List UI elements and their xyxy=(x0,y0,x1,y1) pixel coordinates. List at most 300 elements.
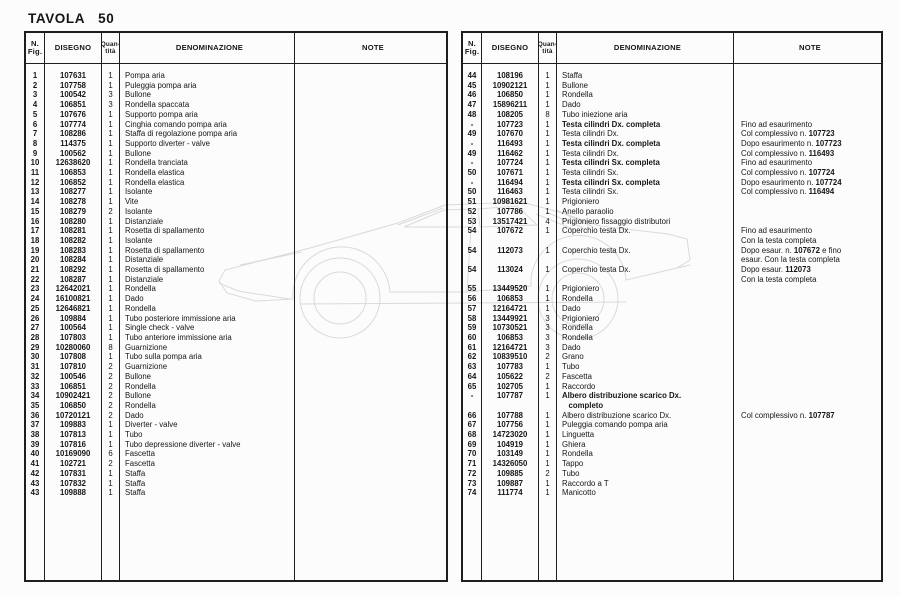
cell-denom: Diverter - valve xyxy=(120,420,295,430)
cell-fig: 44 xyxy=(463,71,482,81)
spacer-cell-denom xyxy=(557,64,734,71)
cell-fig: 57 xyxy=(463,304,482,314)
table-row xyxy=(26,459,446,469)
cell-fig: 49 xyxy=(463,149,482,159)
table-row xyxy=(26,217,446,227)
cell-note xyxy=(734,333,881,343)
cell-fig: 69 xyxy=(463,440,482,450)
cell-note xyxy=(734,71,881,81)
cell-fig: - xyxy=(463,120,482,130)
cell-qty: 1 xyxy=(102,246,120,256)
cell-note xyxy=(295,120,446,130)
cell-note xyxy=(295,90,446,100)
cell-qty: 1 xyxy=(102,284,120,294)
cell-denom: Isolante xyxy=(120,207,295,217)
table-row xyxy=(463,168,881,178)
cell-qty: 1 xyxy=(102,129,120,139)
cell-denom: Fascetta xyxy=(120,449,295,459)
cell-qty: 1 xyxy=(102,420,120,430)
cell-denom: Puleggia pompa aria xyxy=(120,81,295,91)
table-row xyxy=(463,226,881,245)
page-title xyxy=(28,11,114,26)
cell-qty: 2 xyxy=(102,459,120,469)
cell-fig: 62 xyxy=(463,352,482,362)
filler-cell-denom xyxy=(120,498,295,580)
column-header-denom: DENOMINAZIONE xyxy=(557,33,734,63)
cell-fig: 21 xyxy=(26,265,45,275)
cell-fig: 30 xyxy=(26,352,45,362)
table-row xyxy=(26,64,446,71)
cell-denom: Anello paraolio xyxy=(557,207,734,217)
cell-denom: Dado xyxy=(557,304,734,314)
cell-fig: 12 xyxy=(26,178,45,188)
cell-disegno: 109887 xyxy=(482,479,539,489)
cell-note xyxy=(295,81,446,91)
table-row xyxy=(463,284,881,294)
cell-disegno: 107724 xyxy=(482,158,539,168)
cell-qty: 2 xyxy=(102,362,120,372)
cell-qty: 1 xyxy=(102,275,120,285)
cell-denom: Testa cilindri Dx. completa xyxy=(557,120,734,130)
table-row xyxy=(26,362,446,372)
cell-disegno: 116463 xyxy=(482,187,539,197)
cell-denom: Puleggia comando pompa aria xyxy=(557,420,734,430)
cell-disegno: 107783 xyxy=(482,362,539,372)
filler-cell-fig xyxy=(26,498,45,580)
cell-fig: - xyxy=(463,391,482,410)
cell-note xyxy=(295,420,446,430)
cell-note xyxy=(734,90,881,100)
table-header-row xyxy=(463,33,881,64)
cell-fig: 42 xyxy=(26,469,45,479)
cell-qty: 2 xyxy=(539,469,557,479)
cell-denom: Dado xyxy=(557,343,734,353)
cell-disegno: 107670 xyxy=(482,129,539,139)
cell-note xyxy=(295,391,446,401)
cell-qty: 1 xyxy=(102,110,120,120)
cell-qty: 1 xyxy=(539,129,557,139)
cell-disegno: 113024 xyxy=(482,265,539,284)
cell-disegno: 10902421 xyxy=(45,391,102,401)
cell-fig: 19 xyxy=(26,246,45,256)
cell-qty: 1 xyxy=(102,314,120,324)
cell-disegno: 105622 xyxy=(482,372,539,382)
parts-table-right xyxy=(461,31,883,582)
filler-cell-qty xyxy=(102,498,120,580)
cell-fig: 20 xyxy=(26,255,45,265)
cell-fig: 39 xyxy=(26,440,45,450)
cell-fig: 63 xyxy=(463,362,482,372)
cell-note xyxy=(734,391,881,410)
cell-disegno: 109883 xyxy=(45,420,102,430)
cell-disegno: 107774 xyxy=(45,120,102,130)
cell-note xyxy=(734,323,881,333)
cell-denom: Rondella xyxy=(557,333,734,343)
cell-note xyxy=(734,488,881,498)
table-row xyxy=(463,64,881,71)
cell-disegno: 107832 xyxy=(45,479,102,489)
cell-disegno: 106850 xyxy=(482,90,539,100)
table-row xyxy=(463,120,881,130)
cell-disegno: 114375 xyxy=(45,139,102,149)
cell-qty: 1 xyxy=(102,226,120,236)
cell-disegno: 106853 xyxy=(45,168,102,178)
cell-disegno: 10902121 xyxy=(482,81,539,91)
cell-denom: Tubo posteriore immissione aria xyxy=(120,314,295,324)
cell-denom: Testa cilindri Sx. completa xyxy=(557,158,734,168)
table-row xyxy=(463,352,881,362)
cell-denom: Staffa xyxy=(120,479,295,489)
cell-note xyxy=(295,343,446,353)
table-row xyxy=(463,246,881,265)
table-row xyxy=(463,187,881,197)
cell-note: Dopo esaur. n. 107672 e fino esaur. Con la testa completa xyxy=(741,245,842,265)
cell-disegno: 100562 xyxy=(45,149,102,159)
cell-disegno: 106853 xyxy=(482,294,539,304)
cell-disegno: 104919 xyxy=(482,440,539,450)
cell-fig: 73 xyxy=(463,479,482,489)
cell-note xyxy=(734,449,881,459)
cell-disegno: 116462 xyxy=(482,149,539,159)
cell-denom: Rondella xyxy=(120,401,295,411)
cell-fig: 2 xyxy=(26,81,45,91)
cell-qty: 2 xyxy=(102,207,120,217)
cell-disegno: 10720121 xyxy=(45,411,102,421)
cell-denom: Ghiera xyxy=(557,440,734,450)
cell-fig: 55 xyxy=(463,284,482,294)
cell-fig: 32 xyxy=(26,372,45,382)
cell-fig: 50 xyxy=(463,168,482,178)
table-row xyxy=(463,333,881,343)
cell-note xyxy=(734,372,881,382)
table-row xyxy=(463,469,881,479)
column-header-note: NOTE xyxy=(362,42,384,52)
cell-fig: 6 xyxy=(26,120,45,130)
cell-denom: Tubo anteriore immissione aria xyxy=(120,333,295,343)
cell-note xyxy=(295,382,446,392)
cell-fig: 24 xyxy=(26,294,45,304)
cell-note xyxy=(295,217,446,227)
cell-fig: - xyxy=(463,158,482,168)
table-row xyxy=(26,168,446,178)
table-row xyxy=(463,372,881,382)
cell-qty: 8 xyxy=(539,110,557,120)
cell-note xyxy=(295,197,446,207)
cell-disegno: 12638620 xyxy=(45,158,102,168)
cell-note xyxy=(295,362,446,372)
cell-qty: 1 xyxy=(102,333,120,343)
cell-denom: Rondella xyxy=(120,382,295,392)
cell-note xyxy=(295,323,446,333)
cell-denom: Supporto diverter - valve xyxy=(120,139,295,149)
cell-disegno: 10839510 xyxy=(482,352,539,362)
cell-note: Dopo esaurimento n. 107723 xyxy=(741,138,842,148)
cell-denom: Vite xyxy=(120,197,295,207)
cell-qty: 1 xyxy=(539,158,557,168)
cell-denom: Tubo depressione diverter - valve xyxy=(120,440,295,450)
cell-fig: 58 xyxy=(463,314,482,324)
cell-disegno: 12642021 xyxy=(45,284,102,294)
table-header-row xyxy=(26,33,446,64)
cell-fig: 14 xyxy=(26,197,45,207)
table-row xyxy=(26,411,446,421)
table-row xyxy=(463,178,881,188)
column-header-disegno: DISEGNO xyxy=(45,33,102,63)
cell-qty: 2 xyxy=(539,352,557,362)
cell-note xyxy=(295,449,446,459)
cell-disegno: 106851 xyxy=(45,382,102,392)
cell-qty: 1 xyxy=(102,469,120,479)
cell-fig: 43 xyxy=(26,488,45,498)
table-row xyxy=(463,420,881,430)
cell-denom: Rosetta di spallamento xyxy=(120,246,295,256)
cell-fig: 35 xyxy=(26,401,45,411)
table-row xyxy=(463,90,881,100)
cell-denom: Prigioniero fissaggio distributori xyxy=(557,217,734,227)
cell-fig: 7 xyxy=(26,129,45,139)
cell-fig: 17 xyxy=(26,226,45,236)
table-row xyxy=(463,149,881,159)
cell-disegno: 13449921 xyxy=(482,314,539,324)
table-row xyxy=(26,372,446,382)
cell-note: Fino ad esaurimento xyxy=(741,119,813,129)
cell-disegno: 108286 xyxy=(45,129,102,139)
cell-disegno: 107808 xyxy=(45,352,102,362)
table-row xyxy=(463,479,881,489)
cell-fig: 60 xyxy=(463,333,482,343)
cell-note xyxy=(734,382,881,392)
cell-denom: Tappo xyxy=(557,459,734,469)
table-row xyxy=(463,391,881,410)
cell-fig: 37 xyxy=(26,420,45,430)
cell-denom: Distanziale xyxy=(120,217,295,227)
cell-fig: 8 xyxy=(26,139,45,149)
cell-qty: 1 xyxy=(102,139,120,149)
filler-cell-denom xyxy=(557,498,734,580)
cell-note: Col complessivo n. 107787 xyxy=(741,410,835,420)
column-header-disegno: DISEGNO xyxy=(482,33,539,63)
cell-denom: Bullone xyxy=(120,90,295,100)
cell-qty: 1 xyxy=(539,391,557,410)
cell-qty: 3 xyxy=(539,314,557,324)
cell-disegno: 106851 xyxy=(45,100,102,110)
cell-fig: 13 xyxy=(26,187,45,197)
cell-denom: Albero distribuzione scarico Dx. completo xyxy=(557,391,734,410)
table-row xyxy=(26,343,446,353)
cell-fig: 36 xyxy=(26,411,45,421)
cell-note xyxy=(734,304,881,314)
cell-note: Fino ad esaurimento xyxy=(741,158,813,168)
cell-fig: - xyxy=(463,178,482,188)
cell-denom: Pompa aria xyxy=(120,71,295,81)
table-row xyxy=(26,236,446,246)
cell-qty: 1 xyxy=(539,265,557,284)
spacer-cell-qty xyxy=(539,64,557,71)
cell-disegno: 108292 xyxy=(45,265,102,275)
cell-note xyxy=(295,246,446,256)
cell-note xyxy=(734,110,881,120)
cell-qty: 1 xyxy=(539,440,557,450)
table-row xyxy=(26,71,446,81)
cell-fig: 18 xyxy=(26,236,45,246)
cell-fig: 54 xyxy=(463,265,482,284)
cell-fig: 43 xyxy=(26,479,45,489)
cell-fig: 22 xyxy=(26,275,45,285)
table-row xyxy=(26,100,446,110)
table-row xyxy=(26,284,446,294)
table-row xyxy=(26,110,446,120)
cell-note xyxy=(734,100,881,110)
table-row xyxy=(26,120,446,130)
cell-denom: Manicotto xyxy=(557,488,734,498)
table-row xyxy=(463,100,881,110)
table-row xyxy=(463,265,881,284)
cell-note xyxy=(734,197,881,207)
cell-qty: 1 xyxy=(102,149,120,159)
cell-qty: 1 xyxy=(539,149,557,159)
cell-qty: 1 xyxy=(539,139,557,149)
table-row xyxy=(26,226,446,236)
cell-denom: Staffa di regolazione pompa aria xyxy=(120,129,295,139)
cell-qty: 1 xyxy=(102,265,120,275)
cell-disegno: 108287 xyxy=(45,275,102,285)
cell-denom: Prigioniero xyxy=(557,284,734,294)
cell-denom: Supporto pompa aria xyxy=(120,110,295,120)
cell-note xyxy=(295,440,446,450)
cell-disegno: 13449520 xyxy=(482,284,539,294)
table-row xyxy=(26,352,446,362)
cell-disegno: 108283 xyxy=(45,246,102,256)
cell-qty: 1 xyxy=(539,168,557,178)
table-row xyxy=(26,382,446,392)
cell-denom: Tubo xyxy=(120,430,295,440)
cell-disegno: 107671 xyxy=(482,168,539,178)
cell-qty: 1 xyxy=(102,430,120,440)
spacer-cell-disegno xyxy=(482,64,539,71)
cell-fig: 33 xyxy=(26,382,45,392)
cell-disegno: 107676 xyxy=(45,110,102,120)
cell-disegno: 108205 xyxy=(482,110,539,120)
table-row xyxy=(26,158,446,168)
cell-fig: 23 xyxy=(26,284,45,294)
cell-qty: 1 xyxy=(539,90,557,100)
table-row xyxy=(463,304,881,314)
cell-disegno: 16100821 xyxy=(45,294,102,304)
cell-fig: 49 xyxy=(463,129,482,139)
cell-note: Col complessivo n. 107724 xyxy=(741,168,835,178)
table-row xyxy=(463,294,881,304)
cell-qty: 1 xyxy=(102,255,120,265)
page-title-number: 50 xyxy=(98,11,115,26)
cell-disegno: 116493 xyxy=(482,139,539,149)
cell-qty: 1 xyxy=(539,304,557,314)
table-row xyxy=(26,139,446,149)
cell-denom: Grano xyxy=(557,352,734,362)
cell-disegno: 107810 xyxy=(45,362,102,372)
filler-cell-note xyxy=(295,498,446,580)
cell-disegno: 10280060 xyxy=(45,343,102,353)
cell-qty: 4 xyxy=(539,217,557,227)
table-row xyxy=(463,110,881,120)
cell-disegno: 107786 xyxy=(482,207,539,217)
cell-disegno: 106850 xyxy=(45,401,102,411)
cell-fig: 72 xyxy=(463,469,482,479)
cell-fig: 3 xyxy=(26,90,45,100)
cell-denom: Raccordo xyxy=(557,382,734,392)
cell-disegno: 108284 xyxy=(45,255,102,265)
cell-note xyxy=(295,401,446,411)
cell-fig: 11 xyxy=(26,168,45,178)
spacer-cell-qty xyxy=(102,64,120,71)
cell-denom: Rondella xyxy=(120,304,295,314)
cell-fig: 50 xyxy=(463,187,482,197)
cell-note xyxy=(295,479,446,489)
table-row xyxy=(26,449,446,459)
cell-denom: Dado xyxy=(120,411,295,421)
spacer-cell-note xyxy=(734,64,881,71)
table-row xyxy=(463,323,881,333)
cell-note xyxy=(295,294,446,304)
cell-disegno: 111774 xyxy=(482,488,539,498)
cell-fig: 47 xyxy=(463,100,482,110)
cell-note xyxy=(295,236,446,246)
cell-note xyxy=(295,352,446,362)
table-row xyxy=(26,129,446,139)
cell-disegno: 102705 xyxy=(482,382,539,392)
cell-disegno: 107758 xyxy=(45,81,102,91)
cell-qty: 1 xyxy=(102,488,120,498)
cell-denom: Isolante xyxy=(120,236,295,246)
filler-cell-fig xyxy=(463,498,482,580)
table-row xyxy=(26,479,446,489)
cell-disegno: 102721 xyxy=(45,459,102,469)
column-header-denom: DENOMINAZIONE xyxy=(120,33,295,63)
cell-denom: Rondella elastica xyxy=(120,178,295,188)
column-header-fig: N. Fig. xyxy=(463,33,482,63)
cell-note xyxy=(734,294,881,304)
cell-note xyxy=(295,411,446,421)
table-row xyxy=(26,304,446,314)
table-row xyxy=(26,265,446,275)
cell-qty: 2 xyxy=(102,411,120,421)
cell-disegno: 15896211 xyxy=(482,100,539,110)
cell-note xyxy=(734,469,881,479)
table-row xyxy=(26,178,446,188)
cell-note: Col complessivo n. 107723 xyxy=(741,129,835,139)
cell-denom: Coperchio testa Dx. xyxy=(557,246,734,265)
cell-qty: 1 xyxy=(539,120,557,130)
cell-denom: Rosetta di spallamento xyxy=(120,265,295,275)
filler-cell-qty xyxy=(539,498,557,580)
cell-denom: Rondella elastica xyxy=(120,168,295,178)
cell-fig: 38 xyxy=(26,430,45,440)
cell-fig: 16 xyxy=(26,217,45,227)
cell-qty: 1 xyxy=(539,430,557,440)
cell-disegno: 12646821 xyxy=(45,304,102,314)
cell-qty: 1 xyxy=(539,178,557,188)
cell-qty: 1 xyxy=(102,323,120,333)
cell-qty: 1 xyxy=(539,459,557,469)
cell-qty: 3 xyxy=(102,100,120,110)
cell-fig: 9 xyxy=(26,149,45,159)
cell-fig: 66 xyxy=(463,411,482,421)
cell-disegno: 107756 xyxy=(482,420,539,430)
cell-note xyxy=(734,343,881,353)
table-row xyxy=(463,217,881,227)
table-row xyxy=(26,197,446,207)
cell-disegno: 100542 xyxy=(45,90,102,100)
table-row xyxy=(463,411,881,421)
